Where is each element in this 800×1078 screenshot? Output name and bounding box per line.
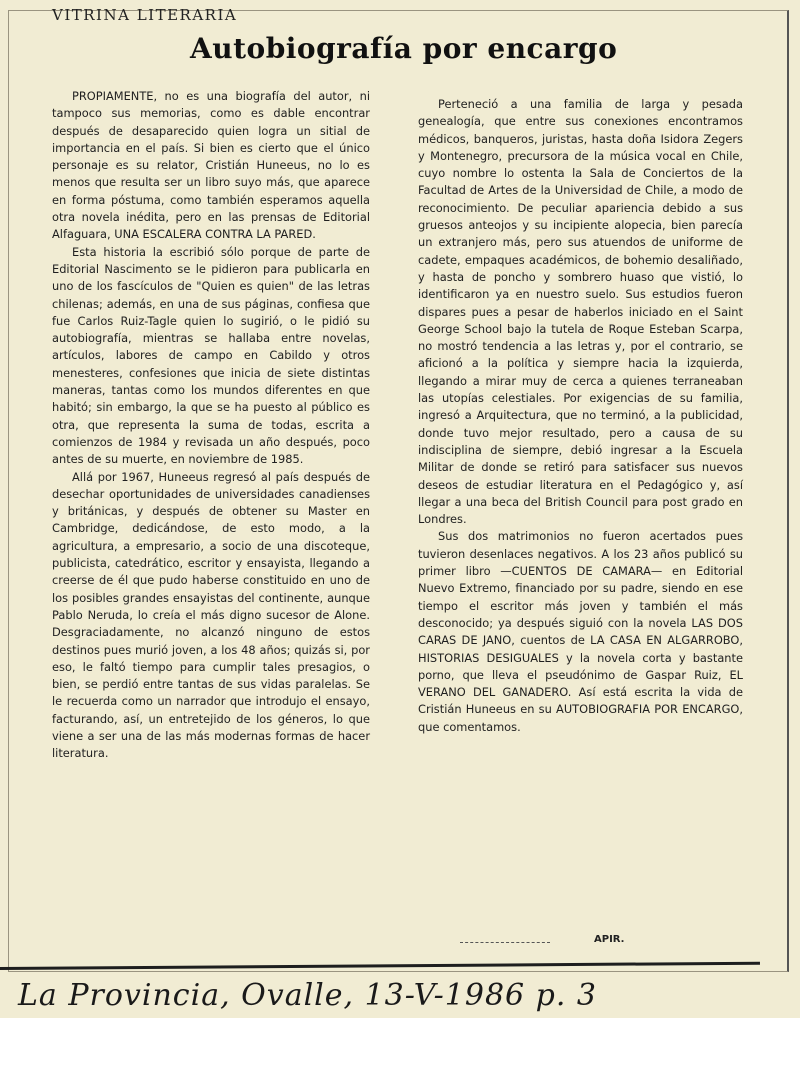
author-signature: APIR. [594, 934, 625, 945]
handwritten-source-note: La Provincia, Ovalle, 13-V-1986 p. 3 [18, 978, 598, 1013]
paragraph: PROPIAMENTE, no es una biografía del autor, ni tampoco sus memorias, como es dable encontrar después de desaparecido quien logra un sitial de importancia en el país. Si bien es cierto que el único personaje es su relator, Cristián Huneeus, no lo es menos que resulta ser un libro suyo más, que aparece en forma póstuma, como también esperamos aquella otra novela inédita, pero en las prensas de Editorial Alfaguara, UNA ESCALERA CONTRA LA PARED. [52, 89, 370, 242]
article-title: Autobiografía por encargo [190, 32, 618, 65]
article-column-right [418, 96, 743, 736]
divider [460, 942, 550, 943]
paragraph: Esta historia la escribió sólo porque de parte de Editorial Nascimento se le pidieron para publicarla en uno de los fascículos de "Quien es quien" de las letras chilenas; además, en una de sus páginas, confiesa que fue Carlos Ruiz-Tagle quien lo sugirió, o le pidió su autobiografía, mientras se hallaba entre novelas, artículos, labores de campo en Cabildo y otros menesteres, confesiones que inicia de siete distintas maneras, tantas como los mundos diferentes en que habitó; sin embargo, la que se ha puesto al público es otra, que representa la suma de todas, escrita a comienzos de 1984 y revisada un año después, poco antes de su muerte, en noviembre de 1985. [52, 244, 370, 467]
paragraph: Allá por 1967, Huneeus regresó al país después de desechar oportunidades de universidades canadienses y británicas, y después de obtener su Master en Cambridge, dedicándose, de esto modo, a la agricultura, a empresario, a socio de una discoteque, publicista, catedrático, escritor y ensayista, llegando a creerse de él que pudo haberse constituido en uno de los posibles grandes ensayistas del continente, aunque Pablo Neruda, lo creía el más digno sucesor de Alone. Desgraciadamente, no alcanzó ninguno de estos destinos pues murió joven, a los 48 años; quizás si, por eso, le faltó tiempo para cumplir tales presagios, o bien, se perdió entre tantas de sus vidas paralelas. Se le recuerda como un narrador que introdujo el ensayo, facturando, así, un entretejido de los géneros, lo que viene a ser una de las más modernas formas de hacer literatura. [52, 469, 370, 761]
article-column-left [52, 88, 370, 763]
paragraph: Sus dos matrimonios no fueron acertados pues tuvieron desenlaces negativos. A los 23 años publicó su primer libro —CUENTOS DE CAMARA— en Editorial Nuevo Extremo, financiado por su padre, siendo en ese tiempo el escritor más joven y también el más desconocido; ya después siguió con la novela LAS DOS CARAS DE JANO, cuentos de LA CASA EN ALGARROBO, HISTORIAS DESIGUALES y la novela corta y bastante porno, que lleva el pseudónimo de Gaspar Ruiz, EL VERANO DEL GANADERO. Así está escrita la vida de Cristián Huneeus en su AUTOBIOGRAFIA POR ENCARGO, que comentamos. [418, 529, 743, 734]
section-heading: VITRINA LITERARIA [52, 6, 238, 24]
paragraph: Perteneció a una familia de larga y pesada genealogía, que entre sus conexiones encontramos médicos, banqueros, juristas, hasta doña Isidora Zegers y Montenegro, precursora de la música vocal en Chile, cuyo nombre lo ostenta la Sala de Conciertos de la Facultad de Artes de la Universidad de Chile, a modo de reconocimiento. De peculiar apariencia debido a sus gruesos anteojos y su incipiente alopecia, bien parecía un extranjero más, pero sus atuendos de uniforme de cadete, empaques académicos, de bohemio desaliñado, y hasta de poncho y sombrero huaso que vistió, lo identificaron ya en nuestro suelo. Sus estudios fueron dispares pues a pesar de haberlos iniciado en el Saint George School bajo la tutela de Roque Esteban Scarpa, no mostró tendencia a las letras y, por el contrario, se aficionó a la política y siempre hacia la izquierda, llegando a mirar muy de cerca a quienes terraneaban las utopías celestiales. Por exigencias de su familia, ingresó a Arquitectura, que no terminó, a la publicidad, donde tuvo mejor resultado, pero a causa de su indisciplina de siempre, debió ingresar a la Escuela Militar de donde se retiró para satisfacer sus nuevos deseos de estudiar literatura en el Pedagógico y, así llegar a una beca del British Council para post grado en Londres. [418, 97, 743, 527]
